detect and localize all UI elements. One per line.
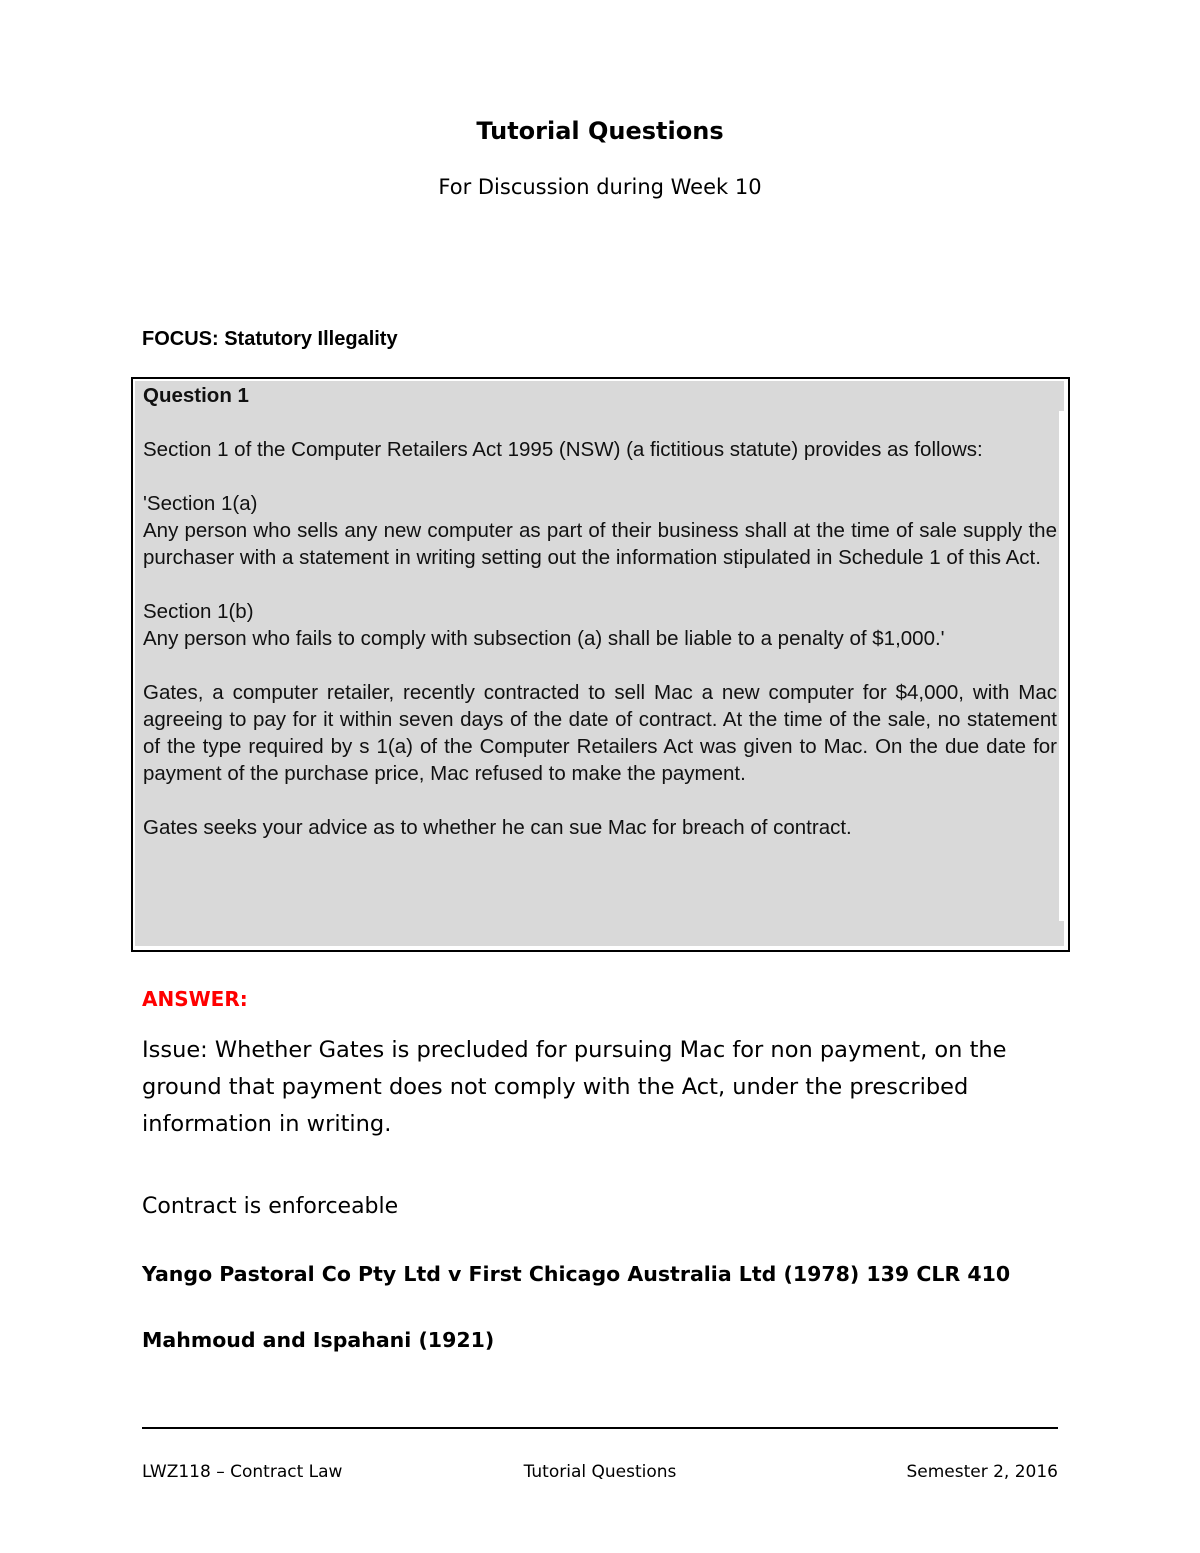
question-facts: Gates, a computer retailer, recently contracted to sell Mac a new computer for $4,000, with Mac agreeing to pay for it within seven days of the date of contract. At the time of the sale, no statement of the type required by s 1(a) of the Computer Retailers Act was given to Mac. On the due date for payment of the purchase price, Mac refused to make the payment. bbox=[143, 681, 1057, 785]
answer-label: ANSWER: bbox=[142, 987, 248, 1011]
question-ask: Gates seeks your advice as to whether he can sue Mac for breach of contract. bbox=[143, 816, 852, 839]
case-citation-yango: Yango Pastoral Co Pty Ltd v First Chicago Australia Ltd (1978) 139 CLR 410 bbox=[142, 1262, 1011, 1286]
section-b-text: Any person who fails to comply with subsection (a) shall be liable to a penalty of $1,000.' bbox=[143, 627, 945, 650]
page-title: Tutorial Questions bbox=[476, 117, 724, 145]
page-subtitle: For Discussion during Week 10 bbox=[438, 175, 762, 199]
question-heading: Question 1 bbox=[143, 384, 249, 407]
section-a-text: Any person who sells any new computer as part of their business shall at the time of sale supply the purchaser with a statement in writing setting out the information stipulated in Schedule 1 of this Act. bbox=[143, 519, 1057, 569]
focus-heading: FOCUS: Statutory Illegality bbox=[142, 328, 398, 350]
page-footer bbox=[142, 1460, 1058, 1484]
question-text bbox=[143, 382, 1057, 841]
question-box bbox=[131, 377, 1070, 952]
section-b-title: Section 1(b) bbox=[143, 600, 254, 623]
footer-right: Semester 2, 2016 bbox=[906, 1462, 1058, 1482]
footer-left: LWZ118 – Contract Law bbox=[142, 1462, 343, 1482]
section-a bbox=[143, 490, 1057, 571]
answer-conclusion: Contract is enforceable bbox=[142, 1194, 399, 1219]
case-citation-mahmoud: Mahmoud and Ispahani (1921) bbox=[142, 1328, 495, 1352]
footer-center: Tutorial Questions bbox=[523, 1462, 677, 1482]
section-a-title: 'Section 1(a) bbox=[143, 492, 258, 515]
question-intro: Section 1 of the Computer Retailers Act 1995 (NSW) (a fictitious statute) provides as follows: bbox=[143, 438, 983, 461]
section-b bbox=[143, 598, 1057, 652]
answer-issue: Issue: Whether Gates is precluded for pursuing Mac for non payment, on the ground that payment does not comply with the Act, under the prescribed information in writing. bbox=[142, 1037, 1007, 1137]
footer-divider bbox=[142, 1427, 1058, 1429]
